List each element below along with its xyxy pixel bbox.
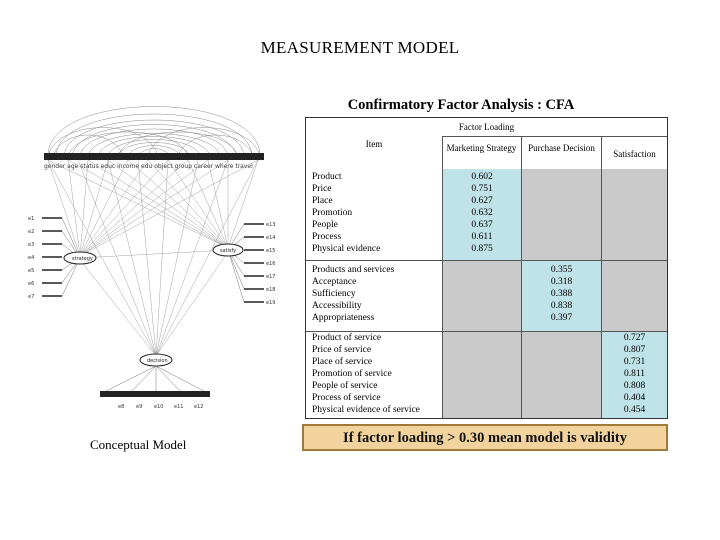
loading-value: 0.611 — [471, 232, 493, 242]
svg-text:e13: e13 — [266, 222, 276, 228]
group1-loadings — [443, 171, 521, 255]
loading-value: 0.811 — [623, 369, 646, 379]
list-item: Product — [312, 172, 342, 182]
decision-error-labels — [118, 404, 203, 410]
cfa-table — [305, 117, 668, 419]
observed-variable-row — [44, 153, 264, 170]
svg-text:e7: e7 — [28, 294, 35, 300]
svg-text:e19: e19 — [266, 300, 276, 306]
satisfaction-header: Satisfaction — [613, 149, 656, 159]
svg-text:e2: e2 — [28, 229, 35, 235]
loading-value: 0.355 — [550, 265, 573, 275]
validity-note: If factor loading > 0.30 mean model is validity — [302, 424, 668, 451]
list-item: Physical evidence of service — [312, 405, 420, 415]
list-item: Process of service — [312, 393, 381, 403]
loading-value: 0.388 — [550, 289, 573, 299]
decision-latent-label: decision — [147, 358, 168, 364]
loading-value: 0.454 — [623, 405, 646, 415]
loading-value: 0.727 — [623, 333, 646, 343]
item-header: Item — [365, 139, 383, 149]
svg-text:e1: e1 — [28, 216, 35, 222]
loading-value: 0.404 — [623, 393, 646, 403]
empty-cell — [602, 261, 667, 331]
loading-value: 0.397 — [550, 313, 573, 323]
strategy-latent-label: strategy — [72, 256, 93, 262]
svg-text:e3: e3 — [28, 242, 35, 248]
loading-value: 0.808 — [623, 381, 646, 391]
svg-text:e15: e15 — [266, 248, 276, 254]
list-item: Promotion — [312, 208, 353, 218]
list-item: Products and services — [312, 265, 395, 275]
loading-value: 0.318 — [550, 277, 573, 287]
demographic-labels: gender age status educ income edu object group career where travel — [44, 163, 253, 170]
list-item: Price — [312, 184, 332, 194]
empty-cell — [443, 261, 521, 331]
group2-items — [306, 264, 442, 324]
list-item: People — [312, 220, 338, 230]
list-item: Place of service — [312, 357, 373, 367]
svg-text:e17: e17 — [266, 274, 276, 280]
satisfy-latent-label: satisfy — [220, 248, 237, 254]
loading-value: 0.875 — [471, 244, 493, 254]
group3-items — [306, 332, 442, 416]
svg-text:e6: e6 — [28, 281, 35, 287]
list-item: Accessibility — [312, 301, 362, 311]
list-item: Appropriateness — [312, 313, 375, 323]
loading-value: 0.602 — [471, 172, 493, 182]
marketing-strategy-header: Marketing Strategy — [446, 143, 517, 153]
svg-text:e18: e18 — [266, 287, 276, 293]
group1-items — [306, 171, 442, 255]
satisfy-indicators — [228, 222, 275, 306]
cfa-title: Confirmatory Factor Analysis : CFA — [347, 97, 575, 113]
list-item: Promotion of service — [312, 369, 392, 379]
empty-cell — [522, 169, 601, 260]
list-item: Physical evidence — [312, 244, 381, 254]
svg-text:e8: e8 — [118, 404, 125, 410]
list-item: Place — [312, 196, 333, 206]
diagram-caption: Conceptual Model — [90, 437, 187, 452]
svg-text:e9: e9 — [136, 404, 143, 410]
conceptual-model-diagram — [28, 98, 278, 428]
empty-cell — [522, 332, 601, 418]
list-item: Acceptance — [312, 277, 357, 287]
list-item: Product of service — [312, 333, 382, 343]
page-title: MEASUREMENT MODEL — [260, 38, 460, 57]
list-item: Process — [312, 232, 342, 242]
loading-value: 0.838 — [550, 301, 573, 311]
svg-text:e14: e14 — [266, 235, 276, 241]
empty-cell — [443, 332, 521, 418]
group2-loadings — [522, 264, 601, 324]
svg-text:e10: e10 — [154, 404, 164, 410]
factor-loading-header: Factor Loading — [458, 122, 515, 132]
purchase-decision-header: Purchase Decision — [528, 143, 595, 153]
list-item: People of service — [312, 381, 378, 391]
group3-loadings — [602, 332, 667, 416]
loading-value: 0.751 — [471, 184, 493, 194]
loading-value: 0.731 — [623, 357, 646, 367]
list-item: Price of service — [312, 345, 372, 355]
decision-indicators — [100, 366, 210, 394]
list-item: Sufficiency — [312, 289, 356, 299]
loading-value: 0.637 — [471, 220, 493, 230]
svg-text:e11: e11 — [174, 404, 184, 410]
svg-text:e16: e16 — [266, 261, 276, 267]
svg-text:e12: e12 — [194, 404, 204, 410]
empty-cell — [602, 169, 667, 260]
loading-value: 0.807 — [623, 345, 646, 355]
covariance-arcs — [48, 107, 260, 157]
loading-value: 0.632 — [471, 208, 493, 218]
svg-text:e5: e5 — [28, 268, 35, 274]
loading-value: 0.627 — [471, 196, 493, 206]
svg-text:e4: e4 — [28, 255, 35, 261]
